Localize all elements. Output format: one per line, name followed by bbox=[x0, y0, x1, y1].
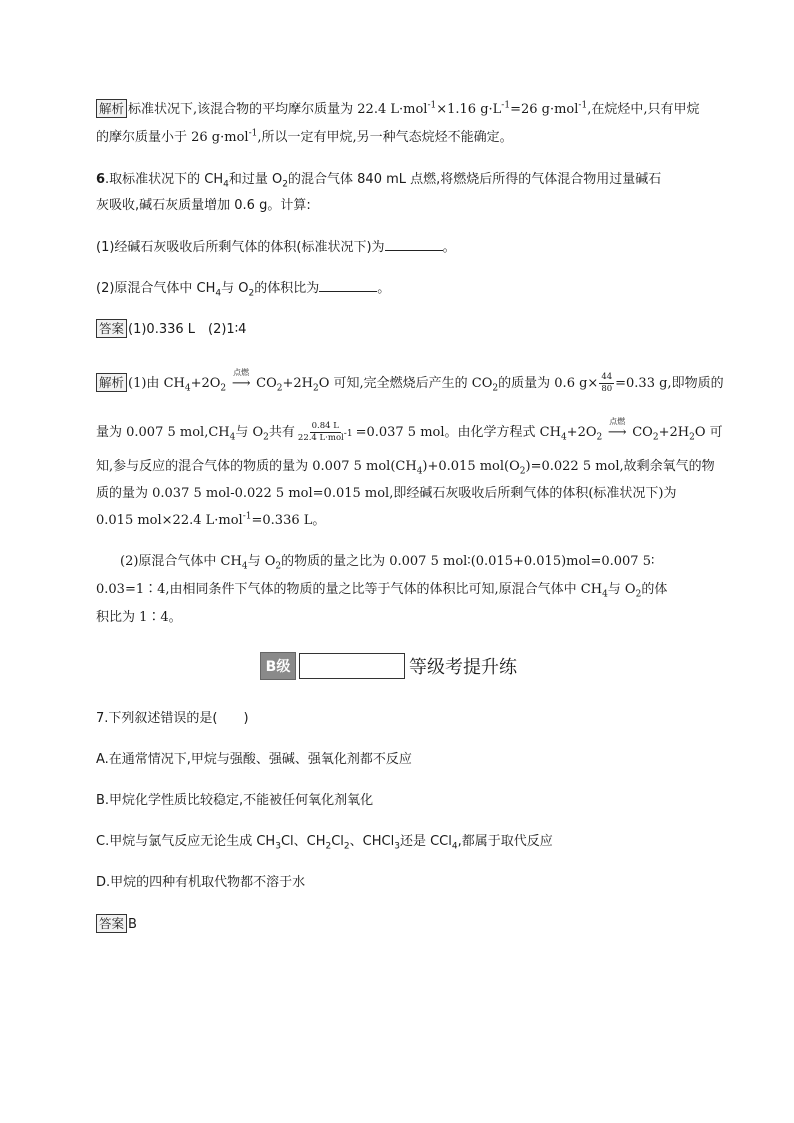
analysis-tag: 解析 bbox=[96, 99, 127, 118]
answer-tag: 答案 bbox=[96, 914, 127, 933]
q6-stem-line2: 灰吸收,碱石灰质量增加 0.6 g。计算: bbox=[96, 198, 311, 213]
answer-blank bbox=[385, 238, 443, 251]
q6-analysis-line5: 0.015 mol×22.4 L·mol$^{-1}$=0.336 L。 bbox=[96, 511, 326, 528]
section-title: 等级考提升练 bbox=[409, 657, 517, 678]
q7-option-c: C.甲烷与氯气反应无论生成 $CH_3Cl$、$CH_2Cl_2$、CHCl$_3$还是 CCl$_4$,都属于取代反应 bbox=[96, 834, 553, 852]
q6-answer: 答案 (1)0.336 L (2)1∶4 bbox=[96, 319, 246, 340]
answer-tag: 答案 bbox=[96, 319, 127, 338]
q6-analysis-part2-line2: 0.03=1∶4,由相同条件下气体的物质的量之比等于气体的体积比可知,原混合气体中 $CH_4$与 $O_2$的体 bbox=[96, 582, 668, 600]
q6-analysis-part2-line1: (2)原混合气体中 $CH_4$与 $O_2$的物质的量之比为 0.007 5 mol∶(0.015+0.015)mol=0.007 5∶ bbox=[120, 554, 655, 572]
fraction: $\frac{0.84 L}{22.4 L\cdot mol^{-1}}$ bbox=[297, 421, 353, 443]
banner-box bbox=[299, 653, 405, 679]
analysis-tag: 解析 bbox=[96, 373, 127, 392]
q5-analysis-line2: 的摩尔质量小于 26 g·mol$^{-1}$,所以一定有甲烷,另一种气态烷烃不能确定。 bbox=[96, 128, 513, 145]
answer-blank bbox=[319, 279, 377, 292]
q7-option-b: B.甲烷化学性质比较稳定,不能被任何氧化剂氧化 bbox=[96, 793, 374, 808]
q6-stem-line1: 6.取标准状况下的 $CH_4$和过量 $O_2$的混合气体 840 mL 点燃,将燃烧后所得的气体混合物用过量碱石 bbox=[96, 172, 662, 190]
q6-part1: (1)经碱石灰吸收后所剩气体的体积(标准状况下)为 。 bbox=[96, 240, 456, 255]
q6-analysis-line4: 质的量为 0.037 5 mol-0.022 5 mol=0.015 mol,即经碱石灰吸收后所剩气体的体积(标准状况下)为 bbox=[96, 486, 677, 501]
level-badge: B级 bbox=[260, 652, 296, 680]
q6-analysis-part2-line3: 积比为 1∶4。 bbox=[96, 610, 182, 625]
q6-analysis-line2: 量为 0.007 5 $mol,CH_4$与 $O_2$共有 $\frac{0.84 L}{22.4 L\cdot mol^{-1}}$ =0.037 5 mol。由化学方程式 $CH_4+2O_2$ 点燃 ⟶ $CO_2+2H_2O$ 可 bbox=[96, 417, 723, 443]
q7-stem: 7.下列叙述错误的是( ) bbox=[96, 711, 249, 726]
reaction-arrow-icon: 点燃 ⟶ bbox=[607, 417, 627, 440]
q7-option-d: D.甲烷的四种有机取代物都不溶于水 bbox=[96, 875, 306, 890]
section-banner bbox=[260, 652, 517, 680]
q7-answer: 答案 B bbox=[96, 914, 137, 935]
q7-option-a: A.在通常情况下,甲烷与强酸、强碱、强氧化剂都不反应 bbox=[96, 752, 412, 767]
reaction-arrow-icon: 点燃 ⟶ bbox=[231, 368, 251, 391]
q6-analysis-line1: 解析 (1)由 $CH_4+2O_2$ 点燃 ⟶ $CO_2+2H_2O$ 可知,完全燃烧后产生的 $CO_2$的质量为 0.6 g× $\frac{44}{80}$ =0.33 g,即物质的 bbox=[96, 372, 724, 395]
fraction: $\frac{44}{80}$ bbox=[601, 372, 613, 394]
q5-analysis-line1: 解析 标准状况下,该混合物的平均摩尔质量为 22.4 L·mol$^{-1}$×1.16 $g\cdot L^{-1}=26$ g·mol$^{-1}$,在烷烃中,只有甲烷 bbox=[96, 99, 699, 120]
q6-part2: (2)原混合气体中 $CH_4$与 $O_2$的体积比为 。 bbox=[96, 281, 391, 299]
q6-analysis-line3: 知,参与反应的混合气体的物质的量为 0.007 5 $mol(CH_4)+0.015$ $mol(O_2)=0.022$ 5 mol,故剩余氧气的物 bbox=[96, 459, 715, 477]
